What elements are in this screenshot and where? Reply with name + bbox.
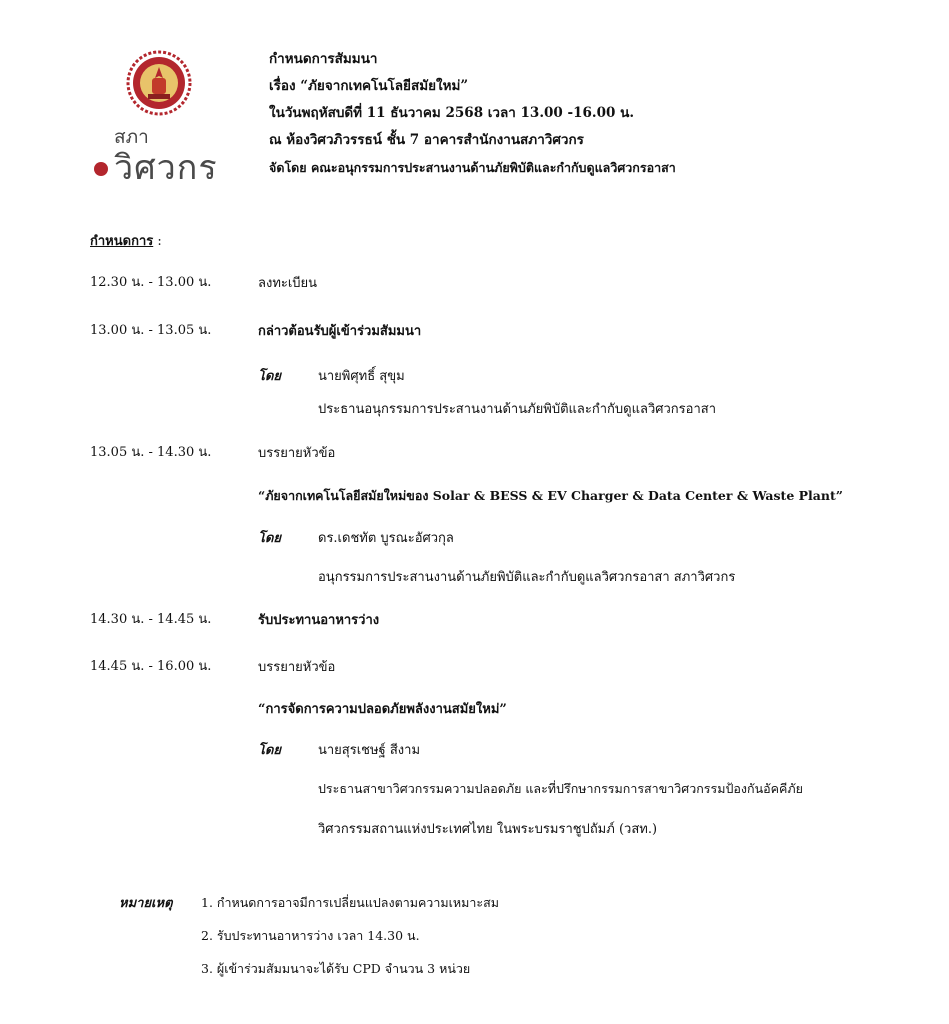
agenda-heading-label: กำหนดการ — [90, 234, 154, 249]
agenda-topic: “ภัยจากเทคโนโลยีสมัยใหม่ของ Solar & BESS & EV Charger & Data Center & Waste Plant” — [258, 488, 843, 503]
agenda-time: 14.30 น. - 14.45 น. — [90, 612, 212, 627]
note-item: 1. กำหนดการอาจมีการเปลี่ยนแปลงตามความเหมาะสม — [201, 895, 499, 910]
agenda-time: 13.05 น. - 14.30 น. — [90, 445, 212, 460]
logo-small-text: สภา — [114, 126, 149, 148]
header-organizer: จัดโดย คณะอนุกรรมการประสานงานด้านภัยพิบัติและกำกับดูแลวิศวกรอาสา — [269, 160, 676, 175]
agenda-title: กล่าวต้อนรับผู้เข้าร่วมสัมมนา — [258, 324, 422, 339]
agenda-by-label: โดย — [258, 531, 282, 546]
agenda-topic: “การจัดการความปลอดภัยพลังงานสมัยใหม่” — [258, 702, 507, 717]
agenda-speaker: ดร.เดชทัต บูรณะอัศวกุล — [318, 531, 454, 546]
seminar-header — [269, 46, 676, 181]
note-item: 3. ผู้เข้าร่วมสัมมนาจะได้รับ CPD จำนวน 3 หน่วย — [201, 961, 471, 976]
logo-dot — [94, 162, 108, 176]
header-date: ในวันพฤหัสบดีที่ 11 ธันวาคม 2568 เวลา 13.00 -16.00 น. — [269, 105, 635, 121]
logo-big-text: วิศวกร — [114, 148, 218, 188]
agenda-speaker-role: วิศวกรรมสถานแห่งประเทศไทย ในพระบรมราชูปถัมภ์ (วสท.) — [318, 822, 658, 837]
agenda-speaker: นายพิศุทธิ์ สุขุม — [318, 369, 405, 384]
header-subject: เรื่อง “ภัยจากเทคโนโลยีสมัยใหม่” — [269, 78, 469, 94]
agenda-speaker-role: ประธานอนุกรรมการประสานงานด้านภัยพิบัติและกำกับดูแลวิศวกรอาสา — [318, 402, 716, 417]
agenda-speaker-role: อนุกรรมการประสานงานด้านภัยพิบัติและกำกับดูแลวิศวกรอาสา สภาวิศวกร — [318, 570, 736, 585]
agenda-speaker-role: ประธานสาขาวิศวกรรมความปลอดภัย และที่ปรึกษากรรมการสาขาวิศวกรรมป้องกันอัคคีภัย — [318, 781, 803, 796]
header-venue: ณ ห้องวิศวภิวรรธน์ ชั้น 7 อาคารสำนักงานสภาวิศวกร — [269, 132, 584, 148]
header-title: กำหนดการสัมมนา — [269, 51, 378, 67]
engineering-council-seal-icon — [126, 50, 192, 116]
agenda-time: 12.30 น. - 13.00 น. — [90, 275, 212, 290]
agenda-time: 14.45 น. - 16.00 น. — [90, 659, 212, 674]
agenda-title: รับประทานอาหารว่าง — [258, 613, 380, 628]
agenda-time: 13.00 น. - 13.05 น. — [90, 323, 212, 338]
note-item: 2. รับประทานอาหารว่าง เวลา 14.30 น. — [201, 928, 420, 943]
agenda-title: บรรยายหัวข้อ — [258, 660, 336, 675]
agenda-title: ลงทะเบียน — [258, 276, 318, 291]
agenda-by-label: โดย — [258, 743, 282, 758]
agenda-speaker: นายสุรเชษฐ์ สีงาม — [318, 743, 421, 758]
agenda-by-label: โดย — [258, 369, 282, 384]
agenda-heading-suffix: : — [153, 234, 162, 249]
agenda-heading — [90, 230, 162, 251]
agenda-title: บรรยายหัวข้อ — [258, 446, 336, 461]
notes-label: หมายเหตุ — [119, 896, 173, 911]
council-logo — [88, 50, 248, 190]
